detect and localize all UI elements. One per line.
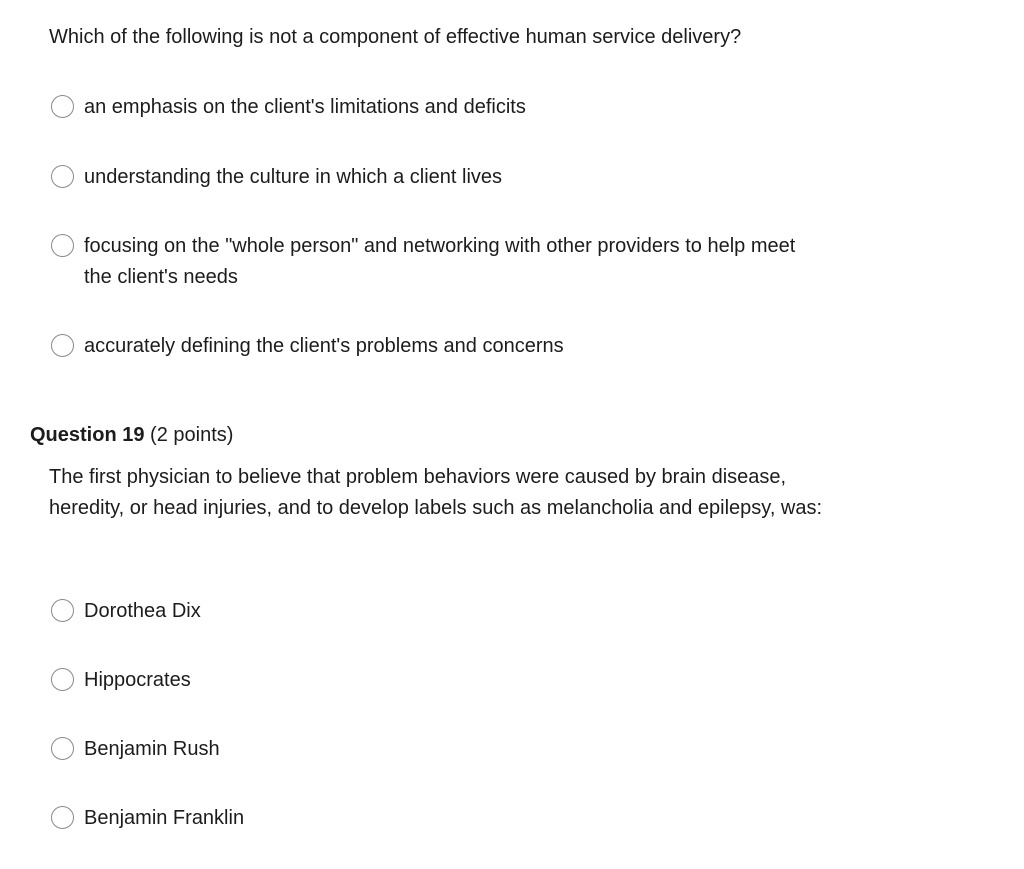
radio-button[interactable] [51, 165, 74, 188]
q18-choice-4[interactable] [51, 331, 564, 362]
choice-label[interactable]: focusing on the "whole person" and networking with other providers to help meet the client's needs [84, 235, 796, 288]
radio-button[interactable] [51, 334, 74, 357]
question-19-heading [30, 420, 233, 451]
choice-label[interactable]: Dorothea Dix [84, 600, 201, 622]
q18-choice-2[interactable] [51, 162, 502, 193]
choice-label[interactable]: accurately defining the client's problems and concerns [84, 335, 564, 357]
q19-choice-2[interactable] [51, 665, 191, 696]
choice-label[interactable]: an emphasis on the client's limitations and deficits [84, 96, 526, 118]
question-points: (2 points) [150, 424, 234, 446]
q18-choice-1[interactable] [51, 92, 526, 123]
question-19-prompt: The first physician to believe that problem behaviors were caused by brain disease, heredity, or head injuries, and to develop labels such as melancholia and epilepsy, was: [49, 466, 823, 519]
q19-choice-3[interactable] [51, 734, 220, 765]
question-number: Question 19 [30, 424, 145, 446]
radio-button[interactable] [51, 599, 74, 622]
choice-label[interactable]: Benjamin Rush [84, 738, 220, 760]
radio-button[interactable] [51, 806, 74, 829]
q19-choice-1[interactable] [51, 596, 201, 627]
radio-button[interactable] [51, 668, 74, 691]
radio-button[interactable] [51, 234, 74, 257]
choice-label[interactable]: understanding the culture in which a client lives [84, 166, 503, 188]
q18-choice-3[interactable] [51, 231, 814, 293]
radio-button[interactable] [51, 737, 74, 760]
choice-label[interactable]: Hippocrates [84, 669, 191, 691]
question-18-prompt: Which of the following is not a component of effective human service delivery? [49, 26, 742, 48]
q19-choice-4[interactable] [51, 803, 244, 834]
choice-label[interactable]: Benjamin Franklin [84, 807, 245, 829]
radio-button[interactable] [51, 95, 74, 118]
